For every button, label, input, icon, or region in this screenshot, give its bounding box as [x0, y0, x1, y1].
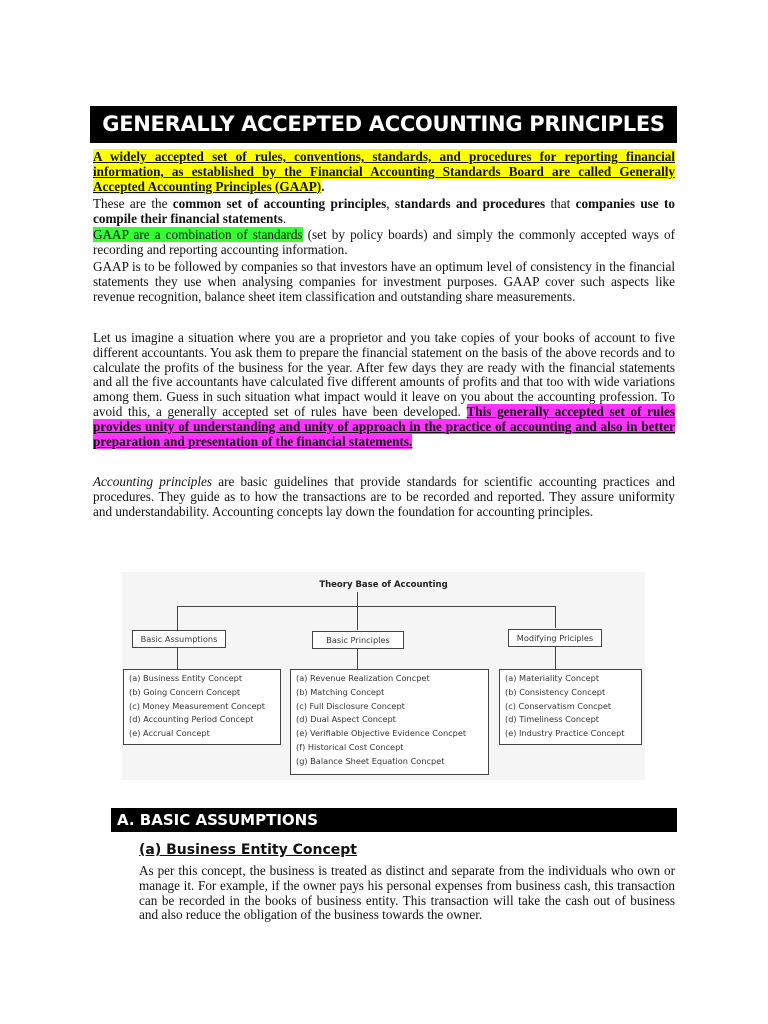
- connector-line: [357, 592, 358, 606]
- bold-run: standards and procedures: [394, 196, 546, 211]
- pink-highlight: This generally accepted set of rules provides unity of understanding and unity of approach in the practice of accounting and also in better preparation and presentation of the financial statements.: [93, 403, 675, 449]
- bold-run: common set of accounting principles: [172, 196, 387, 211]
- list-item: (c) Full Disclosure Concept: [296, 700, 405, 711]
- list-item: (f) Historical Cost Concept: [296, 741, 404, 752]
- connector-line: [177, 647, 178, 669]
- text-run: .: [282, 210, 287, 226]
- list-basic-principles: [290, 669, 489, 775]
- connector-line: [555, 646, 556, 669]
- list-item: (a) Revenue Realization Concpet: [296, 673, 430, 683]
- paragraph-gaap-combination: [93, 228, 675, 258]
- diagram-title: Theory Base of Accounting: [319, 580, 448, 590]
- list-item: (d) Timeliness Concept: [505, 714, 599, 725]
- list-item: (e) Accrual Concept: [129, 728, 210, 739]
- text-run: are basic guidelines that provide standards for scientific accounting practices and procedures. They guide as to how the transactions are to be recorded and reported. They assure uniformity and understandability. Accounting concepts lay down the foundation for accounting principles.: [93, 474, 675, 519]
- list-item: (a) Materiality Concept: [505, 673, 600, 683]
- sub-heading: (a) Business Entity Concept: [139, 842, 357, 858]
- section-heading: A. BASIC ASSUMPTIONS: [111, 808, 677, 832]
- intro-highlight: A widely accepted set of rules, conventions, standards, and procedures for reporting financial information, as established by the Financial Accounting Standards Board are called Generally Accepted Accounting Principles (GAAP): [93, 149, 675, 194]
- list-basic-assumptions: [123, 669, 281, 745]
- list-item: (g) Balance Sheet Equation Concpet: [296, 755, 445, 766]
- list-item: (d) Accounting Period Concept: [129, 714, 254, 725]
- list-item: (d) Dual Aspect Concept: [296, 714, 396, 725]
- bold-run: companies use to compile their financial statements: [93, 196, 675, 226]
- text-run: ,: [386, 196, 395, 211]
- list-item: (e) Industry Practice Concept: [505, 728, 625, 739]
- list-item: (c) Money Measurement Concept: [129, 700, 265, 711]
- category-basic-principles: Basic Principles: [312, 631, 404, 649]
- text-run: Let us imagine a situation where you are a proprietor and you take copies of your books of account to five different accountants. You ask them to prepare the financial statement on the basis of the above records and to calculate the profits of the business for the year. After few days they are ready with the financial statements and all the five accountants have calculated five different amounts of profits and that too with wide variations among them. Guess in such situation what impact would it leave on you about the accounting profession. To avoid this, a generally accepted set of rules have been developed.: [93, 330, 675, 419]
- connector-line: [357, 606, 358, 630]
- page-title: GENERALLY ACCEPTED ACCOUNTING PRINCIPLES: [90, 106, 677, 143]
- text-run: (set by policy boards) and simply the commonly accepted ways of recording and reporting accounting information.: [93, 227, 675, 257]
- category-basic-assumptions: Basic Assumptions: [132, 630, 226, 648]
- list-item: (b) Matching Concept: [296, 686, 385, 697]
- category-modifying-principles: Modifying Priciples: [508, 629, 602, 647]
- list-item: (b) Going Concern Concept: [129, 686, 241, 697]
- text-run: that: [545, 196, 576, 211]
- connector-line: [555, 606, 556, 628]
- paragraph-accounting-principles: [93, 475, 675, 519]
- paragraph-business-entity: As per this concept, the business is treated as distinct and separate from the individuals who own or manage it. For example, if the owner pays his personal expenses from business cash, this transaction can be recorded in the books of business entity. This transaction will take the cash out of business and also reduce the obligation of the business towards the owner.: [139, 863, 675, 923]
- italic-run: Accounting principles: [93, 474, 213, 489]
- list-item: (e) Verifiable Objective Evidence Concpet: [296, 728, 467, 739]
- list-item: (a) Business Entity Concept: [129, 673, 243, 683]
- list-item: (b) Consistency Concept: [505, 686, 606, 697]
- paragraph-gaap-followed: GAAP is to be followed by companies so that investors have an optimum level of consistency in the financial statements they use when analysing companies for investment purposes. GAAP cover such aspects like revenue recognition, balance sheet item classification and outstanding share measurements.: [93, 259, 675, 304]
- list-item: (c) Conservatism Concpet: [505, 700, 612, 711]
- text-run: These are the: [93, 196, 173, 211]
- connector-line: [357, 648, 358, 669]
- intro-end: .: [321, 178, 325, 194]
- connector-line: [177, 606, 555, 607]
- paragraph-imagine-situation: [93, 331, 675, 449]
- connector-line: [177, 606, 178, 630]
- list-modifying-principles: [499, 669, 642, 745]
- green-highlight: GAAP are a combination of standards: [93, 227, 303, 242]
- paragraph-common-set: [93, 197, 675, 227]
- intro-paragraph: [93, 150, 675, 194]
- theory-base-diagram: [122, 572, 645, 780]
